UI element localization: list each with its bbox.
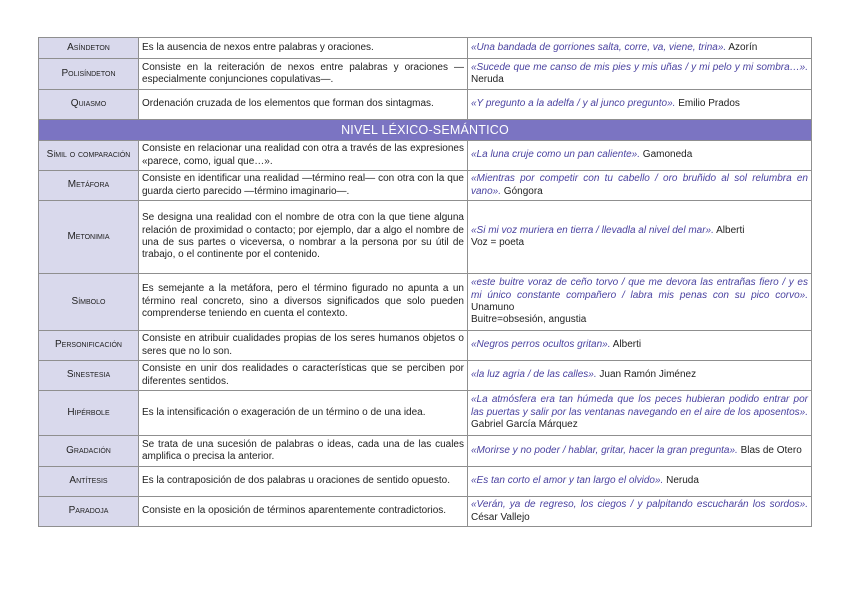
example-author: Juan Ramón Jiménez bbox=[596, 369, 697, 381]
example-author: Neruda bbox=[663, 475, 699, 487]
definition-cell: Se designa una realidad con el nombre de otra con la que tiene alguna relación de proximidad o contacto; por ejemplo, dar a algo el nombre de una de sus partes o viceversa, o nombrar a la persona por su útil de trabajo, o el continente por el contenido. bbox=[139, 201, 468, 274]
section-header-row bbox=[39, 120, 812, 141]
example-author: Neruda bbox=[471, 74, 504, 85]
example-quote: «Morirse y no poder / hablar, gritar, hacer la gran pregunta». bbox=[471, 444, 738, 456]
term-cell: Sinestesia bbox=[39, 361, 139, 391]
figures-table bbox=[38, 37, 812, 527]
term-cell: Polisíndeton bbox=[39, 59, 139, 90]
table-row bbox=[39, 497, 812, 527]
example-quote: «Una bandada de gorriones salta, corre, va, viene, trina». bbox=[471, 41, 727, 53]
table-row bbox=[39, 59, 812, 90]
table-row bbox=[39, 38, 812, 59]
example-cell bbox=[468, 497, 812, 527]
table-row bbox=[39, 361, 812, 391]
example-cell bbox=[468, 436, 812, 467]
example-cell bbox=[468, 331, 812, 361]
definition-cell: Consiste en la oposición de términos aparentemente contradictorios. bbox=[139, 497, 468, 527]
table-row bbox=[39, 467, 812, 497]
example-quote: «este buitre voraz de ceño torvo / que me devora las entrañas fiero / y es mi único constante compañero / labra mis penas con su pico corvo». bbox=[471, 277, 808, 301]
table-row bbox=[39, 274, 812, 331]
example-quote: «Si mi voz muriera en tierra / llevadla al nivel del mar». bbox=[471, 224, 714, 236]
table-row bbox=[39, 391, 812, 436]
definition-cell: Es la contraposición de dos palabras u oraciones de sentido opuesto. bbox=[139, 467, 468, 497]
definition-cell: Consiste en identificar una realidad —término real— con otra con la que guarda cierto parecido —término imaginario—. bbox=[139, 171, 468, 201]
table-row bbox=[39, 201, 812, 274]
example-author: Alberti bbox=[713, 224, 745, 236]
example-author: Alberti bbox=[610, 339, 642, 351]
example-quote: «Verán, ya de regreso, los ciegos / y palpitando escucharán los sordos». bbox=[471, 499, 808, 511]
term-cell: Hipérbole bbox=[39, 391, 139, 436]
example-cell bbox=[468, 141, 812, 171]
definition-cell: Consiste en atribuir cualidades propias de los seres humanos objetos o seres que no lo son. bbox=[139, 331, 468, 361]
term-cell: Símbolo bbox=[39, 274, 139, 331]
example-author: Gamoneda bbox=[640, 149, 693, 161]
example-quote: «La atmósfera era tan húmeda que los peces hubieran podido entrar por las puertas y salir por las ventanas navegando en el aire de los aposentos». bbox=[471, 394, 808, 418]
example-author: Unamuno bbox=[471, 302, 515, 313]
example-cell bbox=[468, 274, 812, 331]
example-cell bbox=[468, 171, 812, 201]
definition-cell: Consiste en la reiteración de nexos entre palabras y oraciones —especialmente conjunciones copulativas—. bbox=[139, 59, 468, 90]
term-cell: Metonimia bbox=[39, 201, 139, 274]
example-cell bbox=[468, 467, 812, 497]
definition-cell: Se trata de una sucesión de palabras o ideas, cada una de las cuales amplifica o precisa la anterior. bbox=[139, 436, 468, 467]
example-cell bbox=[468, 361, 812, 391]
example-author: Azorín bbox=[726, 41, 758, 53]
example-cell bbox=[468, 201, 812, 274]
table-row bbox=[39, 90, 812, 120]
example-note: Buitre=obsesión, angustia bbox=[471, 314, 587, 326]
example-author: Góngora bbox=[501, 185, 543, 197]
section-title: NIVEL LÉXICO-SEMÁNTICO bbox=[39, 120, 812, 141]
example-quote: «Sucede que me canso de mis pies y mis uñas / y mi pelo y mi sombra…». bbox=[471, 61, 808, 73]
term-cell: Asíndeton bbox=[39, 38, 139, 59]
definition-cell: Es la ausencia de nexos entre palabras y oraciones. bbox=[139, 38, 468, 59]
example-quote: «Y pregunto a la adelfa / y al junco pregunto». bbox=[471, 98, 676, 110]
term-cell: Quiasmo bbox=[39, 90, 139, 120]
table-row bbox=[39, 171, 812, 201]
definition-cell: Consiste en relacionar una realidad con otra a través de las expresiones «parece, como, igual que…». bbox=[139, 141, 468, 171]
definition-cell: Es semejante a la metáfora, pero el término figurado no apunta a un término real concreto, sino a diversos significados que solo pueden comprenderse teniendo en cuenta el contexto. bbox=[139, 274, 468, 331]
term-cell: Paradoja bbox=[39, 497, 139, 527]
example-quote: «Negros perros ocultos gritan». bbox=[471, 339, 611, 351]
definition-cell: Consiste en unir dos realidades o características que se perciben por diferentes sentidos. bbox=[139, 361, 468, 391]
example-cell bbox=[468, 38, 812, 59]
term-cell: Símil o comparación bbox=[39, 141, 139, 171]
term-cell: Antítesis bbox=[39, 467, 139, 497]
example-cell bbox=[468, 59, 812, 90]
example-author: César Vallejo bbox=[471, 511, 530, 523]
example-cell bbox=[468, 391, 812, 436]
example-cell bbox=[468, 90, 812, 120]
definition-cell: Ordenación cruzada de los elementos que forman dos sintagmas. bbox=[139, 90, 468, 120]
example-author: Emilio Prados bbox=[675, 98, 740, 110]
example-quote: «Es tan corto el amor y tan largo el olvido». bbox=[471, 475, 664, 487]
definition-cell: Es la intensificación o exageración de un término o de una idea. bbox=[139, 391, 468, 436]
example-note: Voz = poeta bbox=[471, 237, 525, 248]
term-cell: Gradación bbox=[39, 436, 139, 467]
example-quote: «la luz agria / de las calles». bbox=[471, 369, 597, 381]
table-row bbox=[39, 331, 812, 361]
term-cell: Personificación bbox=[39, 331, 139, 361]
term-cell: Metáfora bbox=[39, 171, 139, 201]
table-row bbox=[39, 436, 812, 467]
example-quote: «La luna cruje como un pan caliente». bbox=[471, 149, 641, 161]
example-author: Gabriel García Márquez bbox=[471, 419, 578, 431]
example-author: Blas de Otero bbox=[737, 444, 802, 456]
table-row bbox=[39, 141, 812, 171]
example-quote: «Mientras por competir con tu cabello / oro bruñido al sol relumbra en vano». bbox=[471, 173, 808, 197]
